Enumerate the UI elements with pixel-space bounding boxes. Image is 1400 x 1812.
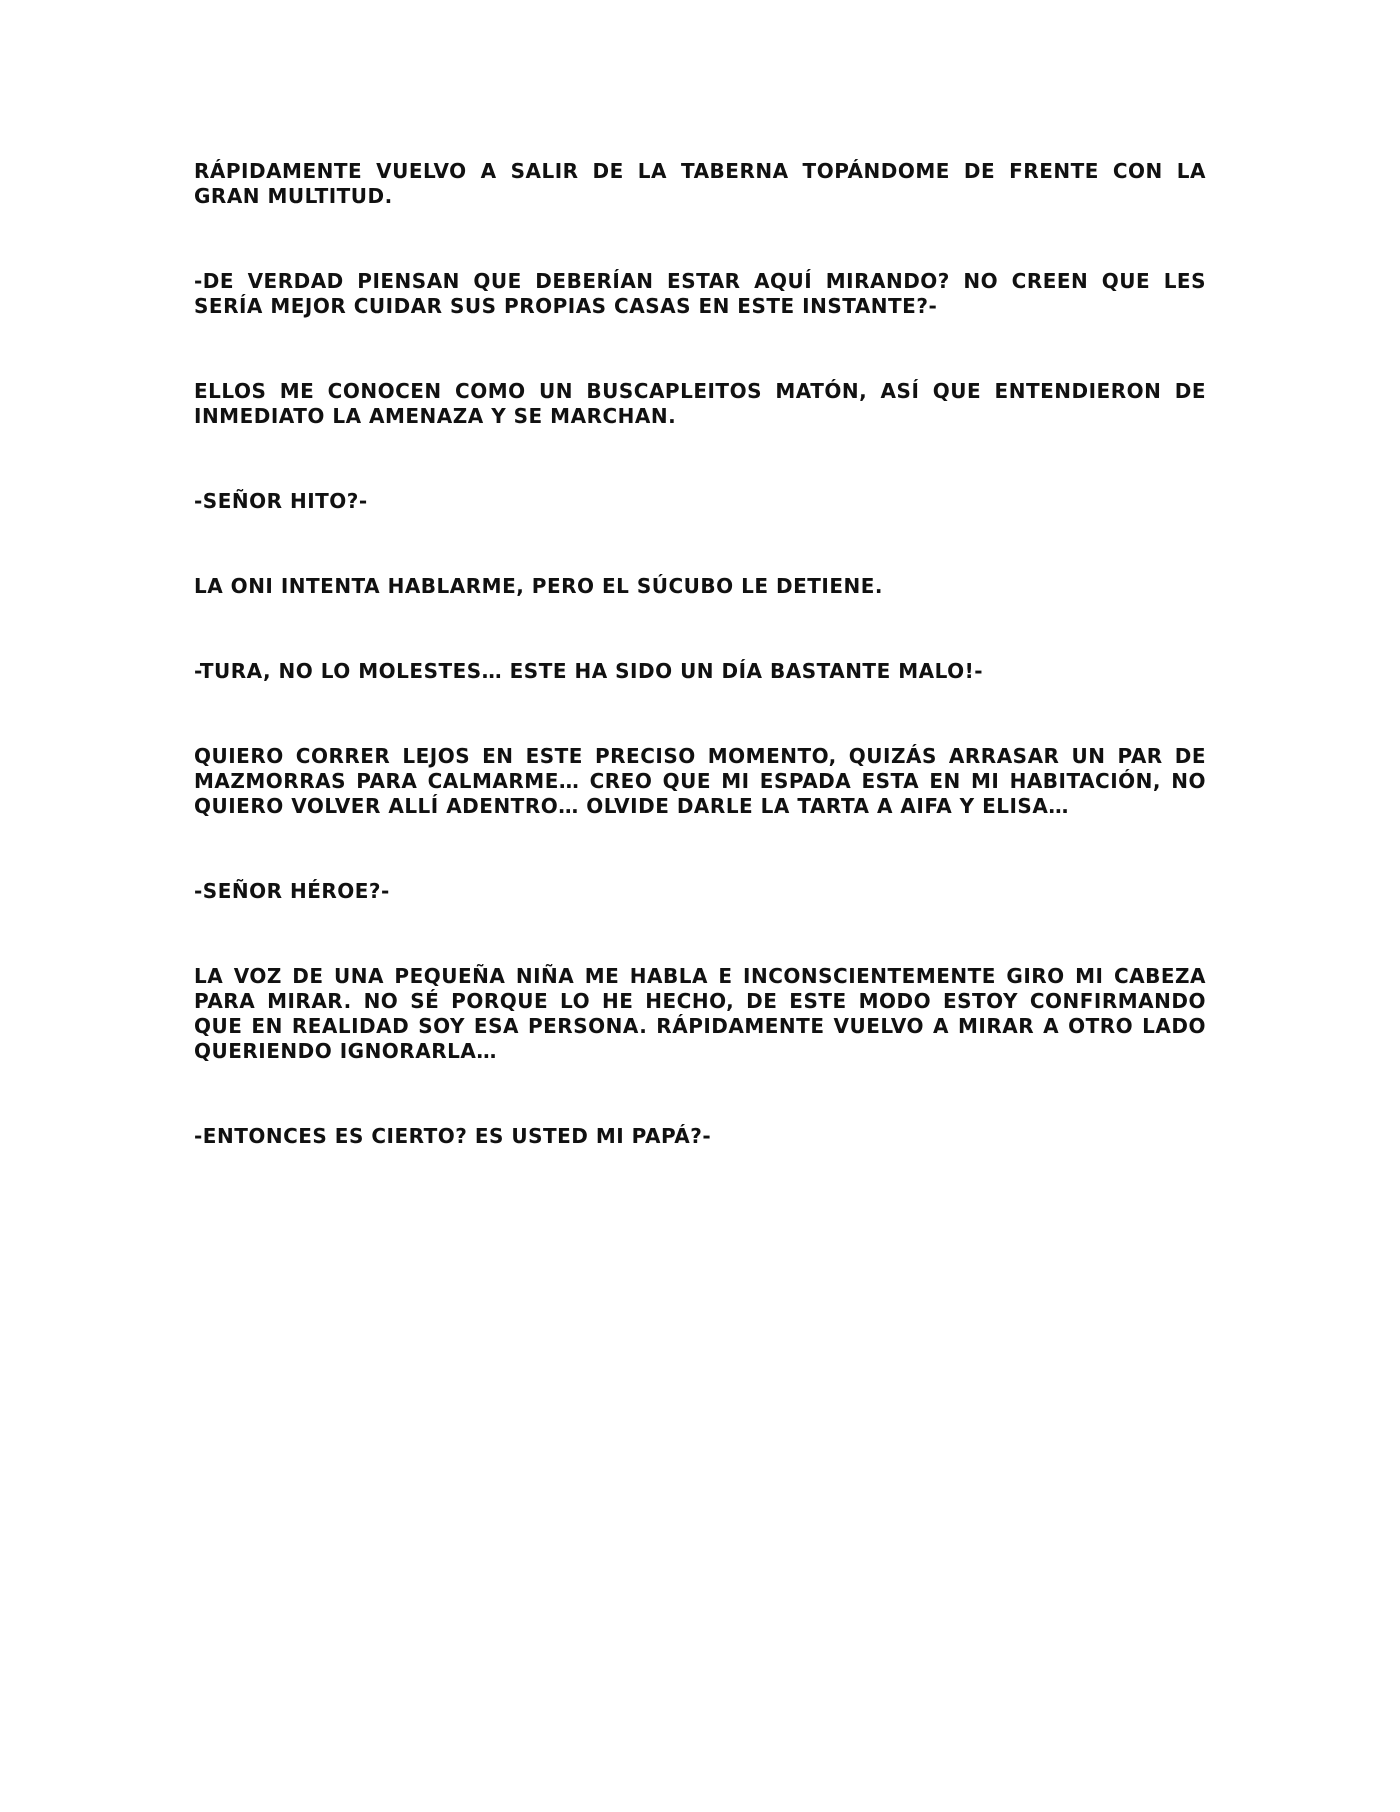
paragraph-7: QUIERO CORRER LEJOS EN ESTE PRECISO MOMENTO, QUIZÁS ARRASAR UN PAR DE MAZMORRAS PARA CALMARME… CREO QUE MI ESPADA ESTA EN MI HABITACIÓN, NO QUIERO VOLVER ALLÍ ADENTRO… OLVIDE DARLE LA TARTA A AIFA Y ELISA…	[194, 744, 1206, 818]
paragraph-3: ELLOS ME CONOCEN COMO UN BUSCAPLEITOS MATÓN, ASÍ QUE ENTENDIERON DE INMEDIATO LA AMENAZA Y SE MARCHAN.	[194, 379, 1206, 428]
paragraph-2: -DE VERDAD PIENSAN QUE DEBERÍAN ESTAR AQUÍ MIRANDO? NO CREEN QUE LES SERÍA MEJOR CUIDAR SUS PROPIAS CASAS EN ESTE INSTANTE?-	[194, 269, 1206, 318]
paragraph-10: -ENTONCES ES CIERTO? ES USTED MI PAPÁ?-	[194, 1124, 712, 1148]
paragraph-4: -SEÑOR HITO?-	[194, 489, 368, 513]
paragraph-6: -TURA, NO LO MOLESTES… ESTE HA SIDO UN DÍA BASTANTE MALO!-	[194, 659, 984, 683]
paragraph-1: RÁPIDAMENTE VUELVO A SALIR DE LA TABERNA TOPÁNDOME DE FRENTE CON LA GRAN MULTITUD.	[194, 159, 1206, 208]
text-column	[194, 159, 1206, 1149]
paragraph-9: LA VOZ DE UNA PEQUEÑA NIÑA ME HABLA E INCONSCIENTEMENTE GIRO MI CABEZA PARA MIRAR. NO SÉ PORQUE LO HE HECHO, DE ESTE MODO ESTOY CONFIRMANDO QUE EN REALIDAD SOY ESA PERSONA. RÁPIDAMENTE VUELVO A MIRAR A OTRO LADO QUERIENDO IGNORARLA…	[194, 964, 1206, 1063]
paragraph-8: -SEÑOR HÉROE?-	[194, 879, 390, 903]
paragraph-5: LA ONI INTENTA HABLARME, PERO EL SÚCUBO LE DETIENE.	[194, 574, 883, 598]
